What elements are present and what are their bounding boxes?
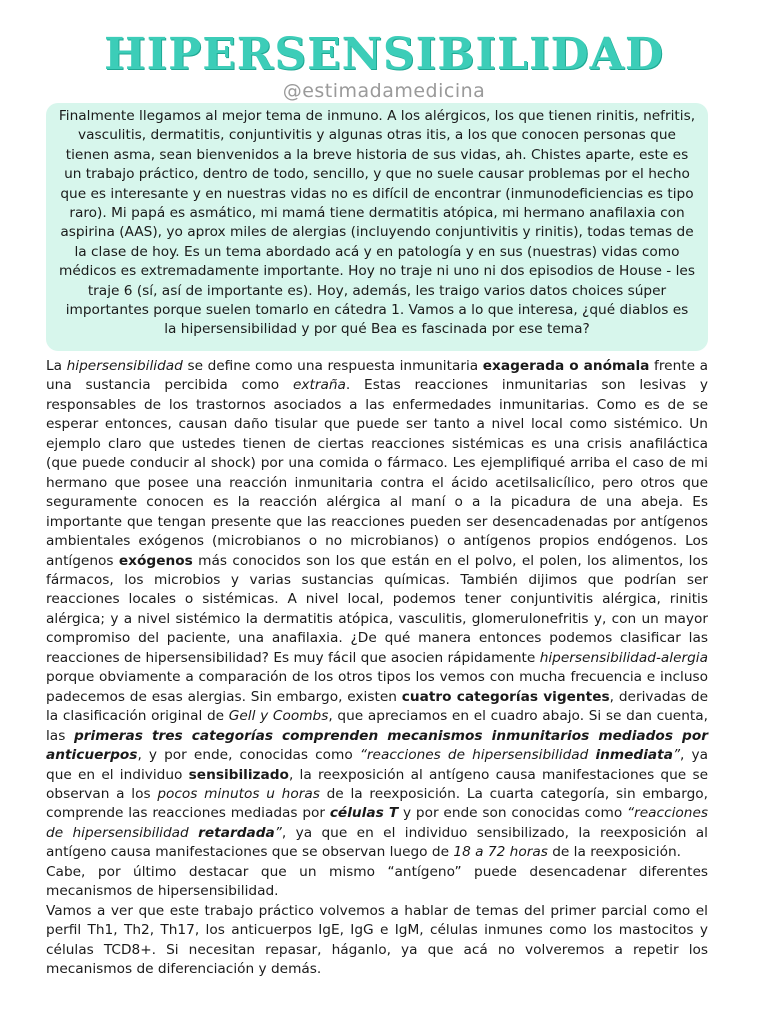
term-extrana: extraña xyxy=(292,377,346,394)
body-paragraph-definition: La hipersensibilidad se define como una respuesta inmunitaria exagerada o anómala frente a una sustancia percibida como extraña. Estas reacciones inmunitarias son lesivas y responsables de los trastornos asociados a las enfermedades inmunitarias. Como es de se esperar entonces, causan daño tisular que puede ser tanto a nivel local como sistémico. Un ejemplo claro que ustedes tienen de ciertas reacciones sistémicas es una crisis anafiláctica (que puede conducir al shock) por una comida o fármaco. Les ejemplifiqué arriba el caso de mi hermano que posee una reacción inmunitaria contra el ácido acetilsalicílico, pero otros que seguramente conocen es la reacción alérgica al maní o a la picadura de una abeja. Es importante que tengan presente que las reacciones pueden ser desencadenadas por antígenos ambientales exógenos (microbianos o no microbianos) o antígenos propios endógenos. Los antígenos exógenos más conocidos son los que están en el polvo, el polen, los alimentos, los fármacos, los microbios y varias sustancias químicas. También dijimos que podrían ser reacciones locales o sistémicas. A nivel local, podemos tener conjuntivitis alérgica, rinitis alérgica; y a nivel sistémico la dermatitis atópica, vasculitis, glomerulonefritis y, con un mayor compromiso del paciente, una anafilaxia. ¿De qué manera entonces podemos clasificar las reacciones de hipersensibilidad? Es muy fácil que asocien rápidamente hipersensibilidad-alergia porque obviamente a comparación de los otros tipos los vemos con mucha frecuencia e incluso padecemos de esas alergias. Sin embargo, existen cuatro categorías vigentes, derivadas de la clasificación original de Gell y Coombs, que apreciamos en el cuadro abajo. Si se dan cuenta, las primeras tres categorías comprenden mecanismos inmunitarios mediados por anticuerpos, y por ende, conocidas como “reacciones de hipersensibilidad inmediata”, ya que en el individuo sensibilizado, la reexposición al antígeno causa manifestaciones que se observan a los pocos minutos u horas de la reexposición. La cuarta categoría, sin embargo, comprende las reacciones mediadas por células T y por ende son conocidas como “reacciones de hipersensibilidad retardada”, ya que en el individuo sensibilizado, la reexposición al antígeno causa manifestaciones que se observan luego de 18 a 72 horas de la reexposición. xyxy=(46,358,709,861)
term-sensibilizado: sensibilizado xyxy=(188,766,289,783)
term-retardada: retardada xyxy=(198,824,275,841)
term-celulas-t: células T xyxy=(329,805,399,822)
term-18-72-horas: 18 a 72 horas xyxy=(453,844,548,861)
term-pocos-minutos: pocos minutos u horas xyxy=(157,785,320,802)
body-paragraph-antigeno: Cabe, por último destacar que un mismo “antígeno” puede desencadenar diferentes mecanismos de hipersensibilidad. xyxy=(46,863,708,900)
body-paragraph-repaso: Vamos a ver que este trabajo práctico volvemos a hablar de temas del primer parcial como el perfil Th1, Th2, Th17, los anticuerpos IgE, IgG e IgM, células inmunes como los mastocitos y células TCD8+. Si necesitan repasar, háganlo, ya que acá no volveremos a repetir los mecanismos de diferenciación y demás. xyxy=(46,902,708,978)
main-body xyxy=(46,357,708,980)
term-hipersensibilidad-alergia: hipersensibilidad-alergia xyxy=(539,649,708,666)
intro-paragraph: Finalmente llegamos al mejor tema de inmuno. A los alérgicos, los que tienen rinitis, nefritis, vasculitis, dermatitis, conjuntivitis y algunas otras itis, a los que conocen personas que tienen asma, sean bienvenidos a la breve historia de sus vidas, ah. Chistes aparte, este es un trabajo práctico, dentro de todo, sencillo, y que no suele causar problemas por el hecho que es interesante y en nuestras vidas no es difícil de encontrar (inmunodeficiencias es tipo raro). Mi papá es asmático, mi mamá tiene dermatitis atópica, mi hermano anafilaxia con aspirina (AAS), yo aprox miles de alergias (incluyendo conjuntivitis y rinitis), todas temas de la clase de hoy. Es un tema abordado acá y en patología y en sus (nuestras) vidas como médicos es extremadamente importante. Hoy no traje ni uno ni dos episodios de House - les traje 6 (sí, así de importante es). Hoy, además, les traigo varios datos choices súper importantes porque suelen tomarlo en cátedra 1. Vamos a lo que interesa, ¿qué diablos es la hipersensibilidad y por qué Bea es fascinada por ese tema? xyxy=(58,108,696,338)
intro-box xyxy=(46,103,708,351)
term-primeras-tres: primeras tres categorías comprenden mecanismos inmunitarios mediados por anticuerpos xyxy=(46,727,708,764)
term-exagerada: exagerada o anómala xyxy=(482,358,650,374)
term-exogenos: exógenos xyxy=(118,552,193,569)
term-gell-coombs: Gell y Coombs xyxy=(228,708,329,725)
term-inmediata: inmediata xyxy=(595,747,673,764)
term-cuatro-categorias: cuatro categorías vigentes xyxy=(401,688,610,705)
page-title: HIPERSENSIBILIDAD xyxy=(104,29,664,80)
author-handle: @estimadamedicina xyxy=(282,80,486,102)
term-hipersensibilidad: hipersensibilidad xyxy=(66,358,183,374)
